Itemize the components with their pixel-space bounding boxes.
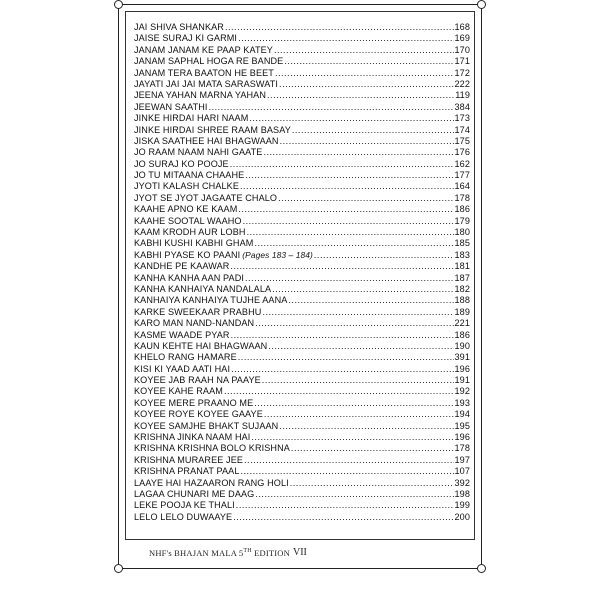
index-entry — [134, 90, 470, 101]
index-entry — [134, 318, 470, 329]
dot-leader — [284, 56, 453, 67]
entry-page-number: 180 — [454, 227, 470, 238]
entry-page-number: 185 — [454, 238, 470, 249]
dot-leader — [267, 90, 454, 101]
page-number: VII — [293, 547, 307, 558]
entry-page-number: 189 — [454, 306, 470, 317]
dot-leader — [288, 295, 453, 306]
entry-title: JANAM JANAM KE PAAP KATEY — [134, 44, 273, 55]
index-entry — [134, 193, 470, 204]
entry-page-number: 193 — [454, 397, 470, 408]
entry-title: KABHI PYASE KO PAANI — [134, 249, 241, 260]
corner-ornament-bottom-right — [477, 564, 486, 573]
entry-title: KOYEE KAHE RAAM — [134, 386, 223, 397]
dot-leader — [278, 193, 453, 204]
index-entry — [134, 45, 470, 56]
dot-leader — [255, 318, 453, 329]
dot-leader — [233, 512, 453, 523]
dot-leader — [274, 45, 454, 56]
entry-title: KRISHNA MURAREE JEE — [134, 454, 244, 465]
entry-note: (Pages 183 – 184) — [242, 249, 313, 260]
entry-page-number: 168 — [454, 22, 470, 32]
entry-title: KOYEE JAB RAAH NA PAAYE — [134, 375, 261, 386]
dot-leader — [272, 284, 453, 295]
entry-title: KISI KI YAAD AATI HAI — [134, 363, 231, 374]
entry-page-number: 164 — [454, 181, 470, 192]
index-entry — [134, 432, 470, 443]
dot-leader — [264, 409, 454, 420]
entry-title: KANHA KANHA AAN PADI — [134, 272, 244, 283]
entry-title: JAYATI JAI JAI MATA SARASWATI — [134, 78, 279, 89]
entry-title: LELO LELO DUWAAYE — [134, 511, 233, 522]
entry-title: JISKA SAATHEE HAI BHAGWAAN — [134, 135, 279, 146]
entry-title: JINKE HIRDAI HARI NAAM — [134, 113, 249, 124]
entry-page-number: 186 — [454, 329, 470, 340]
index-entry — [134, 227, 470, 238]
entry-title: KOYEE MERE PRAANO ME — [134, 397, 254, 408]
entry-title: JAI SHIVA SHANKAR — [134, 22, 224, 32]
dot-leader — [279, 421, 453, 432]
dot-leader — [254, 238, 453, 249]
entry-title: KAUN KEHTE HAI BHAGWAAN — [134, 340, 268, 351]
dot-leader — [262, 307, 453, 318]
entry-page-number: 171 — [454, 56, 470, 67]
dot-leader — [292, 125, 454, 136]
entry-title: JO TU MITAANA CHAAHE — [134, 170, 245, 181]
index-entry — [134, 79, 470, 90]
index-entry — [134, 136, 470, 147]
index-entry — [134, 398, 470, 409]
index-entry — [134, 387, 470, 398]
index-entry — [134, 307, 470, 318]
dot-leader — [263, 147, 453, 158]
entry-page-number: 181 — [454, 261, 470, 272]
index-entry — [134, 238, 470, 249]
dot-leader — [209, 102, 454, 113]
entry-title: KARKE SWEEKAAR PRABHU — [134, 306, 262, 317]
entry-page-number: 174 — [454, 124, 470, 135]
dot-leader — [245, 170, 453, 181]
index-entry — [134, 250, 470, 261]
dot-leader — [243, 216, 454, 227]
entry-page-number: 169 — [454, 33, 470, 44]
corner-ornament-bottom-left — [114, 564, 123, 573]
entry-title: JAISE SURAJ KI GARMI — [134, 33, 238, 44]
index-entry — [134, 489, 470, 500]
dot-leader — [240, 181, 454, 192]
index-entry — [134, 466, 470, 477]
entry-page-number: 178 — [454, 192, 470, 203]
entry-title: KAAHE APNO KE KAAM — [134, 204, 238, 215]
entry-title: KAAM KRODH AUR LOBH — [134, 227, 246, 238]
dot-leader — [291, 443, 454, 454]
index-entries-list — [134, 22, 470, 523]
index-entry — [134, 284, 470, 295]
dot-leader — [244, 455, 453, 466]
entry-title: KAAHE SOOTAL WAAHO — [134, 215, 242, 226]
dot-leader — [280, 136, 454, 147]
dot-leader — [262, 375, 454, 386]
dot-leader — [238, 352, 454, 363]
dot-leader — [290, 478, 454, 489]
index-entry — [134, 352, 470, 363]
entry-title: LEKE POOJA KE THALI — [134, 500, 235, 511]
entry-title: KANHAIYA KANHAIYA TUJHE AANA — [134, 295, 288, 306]
corner-ornament-top-left — [114, 0, 123, 9]
index-entry — [134, 409, 470, 420]
entry-page-number: 173 — [454, 113, 470, 124]
index-entry — [134, 159, 470, 170]
index-entry — [134, 364, 470, 375]
edition-label: NHF's BHAJAN MALA 5TH EDITION — [149, 548, 290, 558]
entry-page-number: 178 — [454, 443, 470, 454]
index-entry — [134, 341, 470, 352]
entry-page-number: 172 — [454, 67, 470, 78]
dot-leader — [249, 113, 453, 124]
entry-page-number: 392 — [454, 477, 470, 488]
entry-page-number: 162 — [454, 158, 470, 169]
entry-title: KOYEE SAMJHE BHAKT SUJAAN — [134, 420, 279, 431]
dot-leader — [225, 22, 454, 33]
index-entry — [134, 56, 470, 67]
entry-page-number: 183 — [454, 249, 470, 260]
index-entry — [134, 500, 470, 511]
entry-title: KRISHNA KRISHNA BOLO KRISHNA — [134, 443, 290, 454]
dot-leader — [251, 432, 453, 443]
entry-title: KARO MAN NAND-NANDAN — [134, 318, 255, 329]
entry-page-number: 119 — [455, 90, 470, 101]
entry-page-number: 191 — [454, 375, 470, 386]
entry-title: KHELO RANG HAMARE — [134, 352, 237, 363]
entry-title: JEENA YAHAN MARNA YAHAN — [134, 90, 267, 101]
entry-page-number: 175 — [454, 135, 470, 146]
entry-page-number: 196 — [454, 363, 470, 374]
dot-leader — [230, 159, 454, 170]
dot-leader — [230, 261, 453, 272]
dot-leader — [238, 33, 453, 44]
dot-leader — [247, 227, 454, 238]
entry-page-number: 182 — [454, 283, 470, 294]
entry-title: KOYEE ROYE KOYEE GAAYE — [134, 409, 263, 420]
dot-leader — [231, 330, 454, 341]
entry-page-number: 222 — [454, 78, 470, 89]
entry-page-number: 176 — [454, 147, 470, 158]
entry-page-number: 195 — [454, 420, 470, 431]
dot-leader — [314, 250, 454, 261]
index-entry — [134, 216, 470, 227]
dot-leader — [241, 466, 454, 477]
dot-leader — [224, 387, 454, 398]
dot-leader — [255, 489, 453, 500]
index-entry — [134, 102, 470, 113]
entry-title: JINKE HIRDAI SHREE RAAM BASAY — [134, 124, 291, 135]
index-entry — [134, 375, 470, 386]
entry-page-number: 107 — [454, 466, 470, 477]
entry-title: LAAYE HAI HAZAARON RANG HOLI — [134, 477, 289, 488]
entry-title: JYOTI KALASH CHALKE — [134, 181, 239, 192]
entry-page-number: 170 — [454, 44, 470, 55]
entry-page-number: 221 — [454, 318, 470, 329]
entry-page-number: 196 — [454, 432, 470, 443]
entry-page-number: 179 — [454, 215, 470, 226]
index-entry — [134, 22, 470, 33]
index-entry — [134, 421, 470, 432]
index-entry — [134, 181, 470, 192]
entry-page-number: 199 — [454, 500, 470, 511]
entry-title: KABHI KUSHI KABHI GHAM — [134, 238, 254, 249]
index-entry — [134, 295, 470, 306]
entry-page-number: 190 — [454, 340, 470, 351]
entry-title: KASME WAADE PYAR — [134, 329, 230, 340]
entry-page-number: 177 — [454, 170, 470, 181]
index-entry — [134, 125, 470, 136]
index-entry — [134, 204, 470, 215]
dot-leader — [268, 341, 453, 352]
page-footer — [125, 542, 475, 564]
index-entry — [134, 147, 470, 158]
entry-page-number: 391 — [454, 352, 470, 363]
entry-page-number: 197 — [454, 454, 470, 465]
entry-title: JO RAAM NAAM NAHI GAATE — [134, 147, 263, 158]
entry-page-number: 192 — [454, 386, 470, 397]
entry-title: KRISHNA PRANAT PAAL — [134, 466, 240, 477]
dot-leader — [238, 204, 453, 215]
entry-title: JEEWAN SAATHI — [134, 101, 208, 112]
entry-page-number: 187 — [454, 272, 470, 283]
corner-ornament-top-right — [477, 0, 486, 9]
dot-leader — [275, 68, 454, 79]
index-entry — [134, 273, 470, 284]
entry-page-number: 384 — [454, 101, 470, 112]
dot-leader — [231, 364, 453, 375]
dot-leader — [245, 273, 454, 284]
entry-title: JANAM TERA BAATON HE BEET — [134, 67, 274, 78]
dot-leader — [279, 79, 453, 90]
entry-page-number: 194 — [454, 409, 470, 420]
index-entry — [134, 170, 470, 181]
index-entry — [134, 261, 470, 272]
index-entry — [134, 113, 470, 124]
index-entry — [134, 455, 470, 466]
entry-title: JYOT SE JYOT JAGAATE CHALO — [134, 192, 278, 203]
index-entry — [134, 33, 470, 44]
entry-page-number: 200 — [454, 511, 470, 522]
dot-leader — [254, 398, 453, 409]
entry-page-number: 198 — [454, 489, 470, 499]
entry-title: KANHA KANHAIYA NANDALALA — [134, 283, 272, 294]
entry-title: JANAM SAPHAL HOGA RE BANDE — [134, 56, 284, 67]
dot-leader — [236, 500, 454, 511]
index-entry — [134, 68, 470, 79]
entry-title: KANDHE PE KAAWAR — [134, 261, 230, 272]
entry-title: LAGAA CHUNARI ME DAAG — [134, 489, 255, 499]
entry-title: JO SURAJ KO POOJE — [134, 158, 229, 169]
entry-page-number: 186 — [454, 204, 470, 215]
entry-page-number: 188 — [454, 295, 470, 306]
index-entry — [134, 478, 470, 489]
index-entry — [134, 330, 470, 341]
index-entry — [134, 512, 470, 523]
entry-title: KRISHNA JINKA NAAM HAI — [134, 432, 251, 443]
index-entry — [134, 443, 470, 454]
